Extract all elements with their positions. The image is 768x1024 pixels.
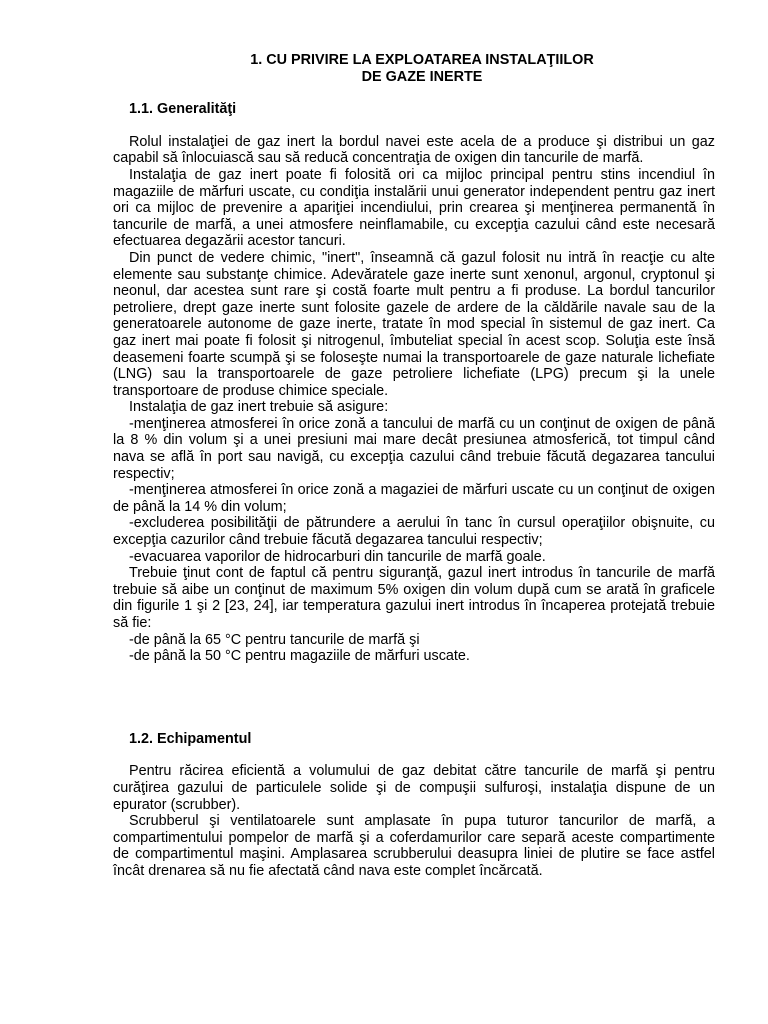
list-item: -evacuarea vaporilor de hidrocarburi din tancurile de marfă goale. — [129, 548, 546, 565]
document-page — [113, 52, 715, 880]
paragraph: Rolul instalaţiei de gaz inert la bordul navei este acela de a produce şi distribui un gaz capabil să înlocuiască sau să reducă concentraţia de oxigen din tancurile de marfă. — [113, 133, 715, 167]
requirements-list — [113, 416, 715, 565]
list-item: -de până la 50 °C pentru magaziile de mărfuri uscate. — [129, 648, 470, 665]
section-body-generalitati — [113, 134, 715, 665]
paragraph: Din punct de vedere chimic, "inert", înseamnă că gazul folosit nu intră în reacţie cu alte elemente sau substanţe chimice. Adevăratele gaze inerte sunt xenonul, argonul, cryptonul şi neonul, dar acestea sunt rare şi costă foarte mult pentru a fi produse. La bordul tancurilor petroliere, drept gaze inerte sunt folosite gazele de ardere de la căldările navale sau de la generatoarele autonome de gaze inerte, tratate în mod special în sistemul de gaz inert. Ca gaz inert mai poate fi folosit şi nitrogenul, îmbuteliat special în acest scop. Soluţia este însă deasemeni foarte scumpă şi se foloseşte numai la transportoarele de gaze naturale lichefiate (LNG) sau la transportoarele de gaze petroliere lichefiate (LPG) precum şi la unele transportoare de produse chimice speciale. — [113, 249, 715, 399]
section-heading-generalitati: 1.1. Generalităţi — [129, 101, 237, 118]
paragraph: Scrubberul şi ventilatoarele sunt amplasate în pupa tuturor tancurilor de marfă, a compartimentului pompelor de marfă şi a coferdamurilor care separă aceste compartimente de compartimentul maşini. Amplasarea scrubberului deasupra liniei de plutire se face astfel încât drenarea să nu fie afectată când nava este complet încărcată. — [113, 813, 715, 879]
paragraph: Trebuie ţinut cont de faptul că pentru siguranţă, gazul inert introdus în tancurile de marfă trebuie să aibe un conţinut de maximum 5% oxigen din volum după cum se arată în graficele din figurile 1 şi 2 [23, 24], iar temperatura gazului inert introdus în încaperea protejată trebuie să fie: — [113, 565, 715, 631]
title-line-2: DE GAZE INERTE — [361, 68, 483, 85]
list-item: -menţinerea atmosferei în orice zonă a tancului de marfă cu un conţinut de oxigen de până la 8 % din volum şi a unei presiuni mai mare decât presiunea atmosferică, tot timpul când nava se află în port sau navigă, cu excepţia cazului când trebuie făcută degazarea tancului respectiv; — [113, 415, 715, 482]
section-heading-echipamentul: 1.2. Echipamentul — [129, 730, 252, 747]
title-line-1: 1. CU PRIVIRE LA EXPLOATAREA INSTALAŢIILOR — [250, 52, 594, 68]
list-item: -excluderea posibilităţii de pătrundere a aerului în tanc în cursul operaţiilor obişnuite, cu excepţia cazurilor când trebuie făcută degazarea tancului respectiv; — [113, 515, 715, 549]
paragraph: Instalaţia de gaz inert trebuie să asigure: — [129, 399, 389, 416]
temperature-list — [113, 632, 715, 665]
list-item: -menţinerea atmosferei în orice zonă a magaziei de mărfuri uscate cu un conţinut de oxigen de până la 14 % din volum; — [113, 482, 715, 515]
paragraph: Pentru răcirea eficientă a volumului de gaz debitat către tancurile de marfă şi pentru curăţirea gazului de particulele solide şi de compuşii sulfuroşi, instalaţia dispune de un epurator (scrubber). — [113, 763, 715, 813]
document-title — [113, 52, 715, 85]
list-item: -de până la 65 °C pentru tancurile de marfă şi — [129, 631, 420, 648]
section-body-echipamentul — [113, 763, 715, 879]
paragraph: Instalaţia de gaz inert poate fi folosită ori ca mijloc principal pentru stins incendiul în magaziile de mărfuri uscate, cu condiţia instalării unui generator independent pentru gaz inert ori ca mijloc de prevenire a apariţiei incendiului, prin crearea şi menţinerea permanentă în tancurile de marfă, a unei atmosfere neinflamabile, cu excepţia cazului când este necesară efectuarea degazării acestor tancuri. — [113, 166, 715, 250]
